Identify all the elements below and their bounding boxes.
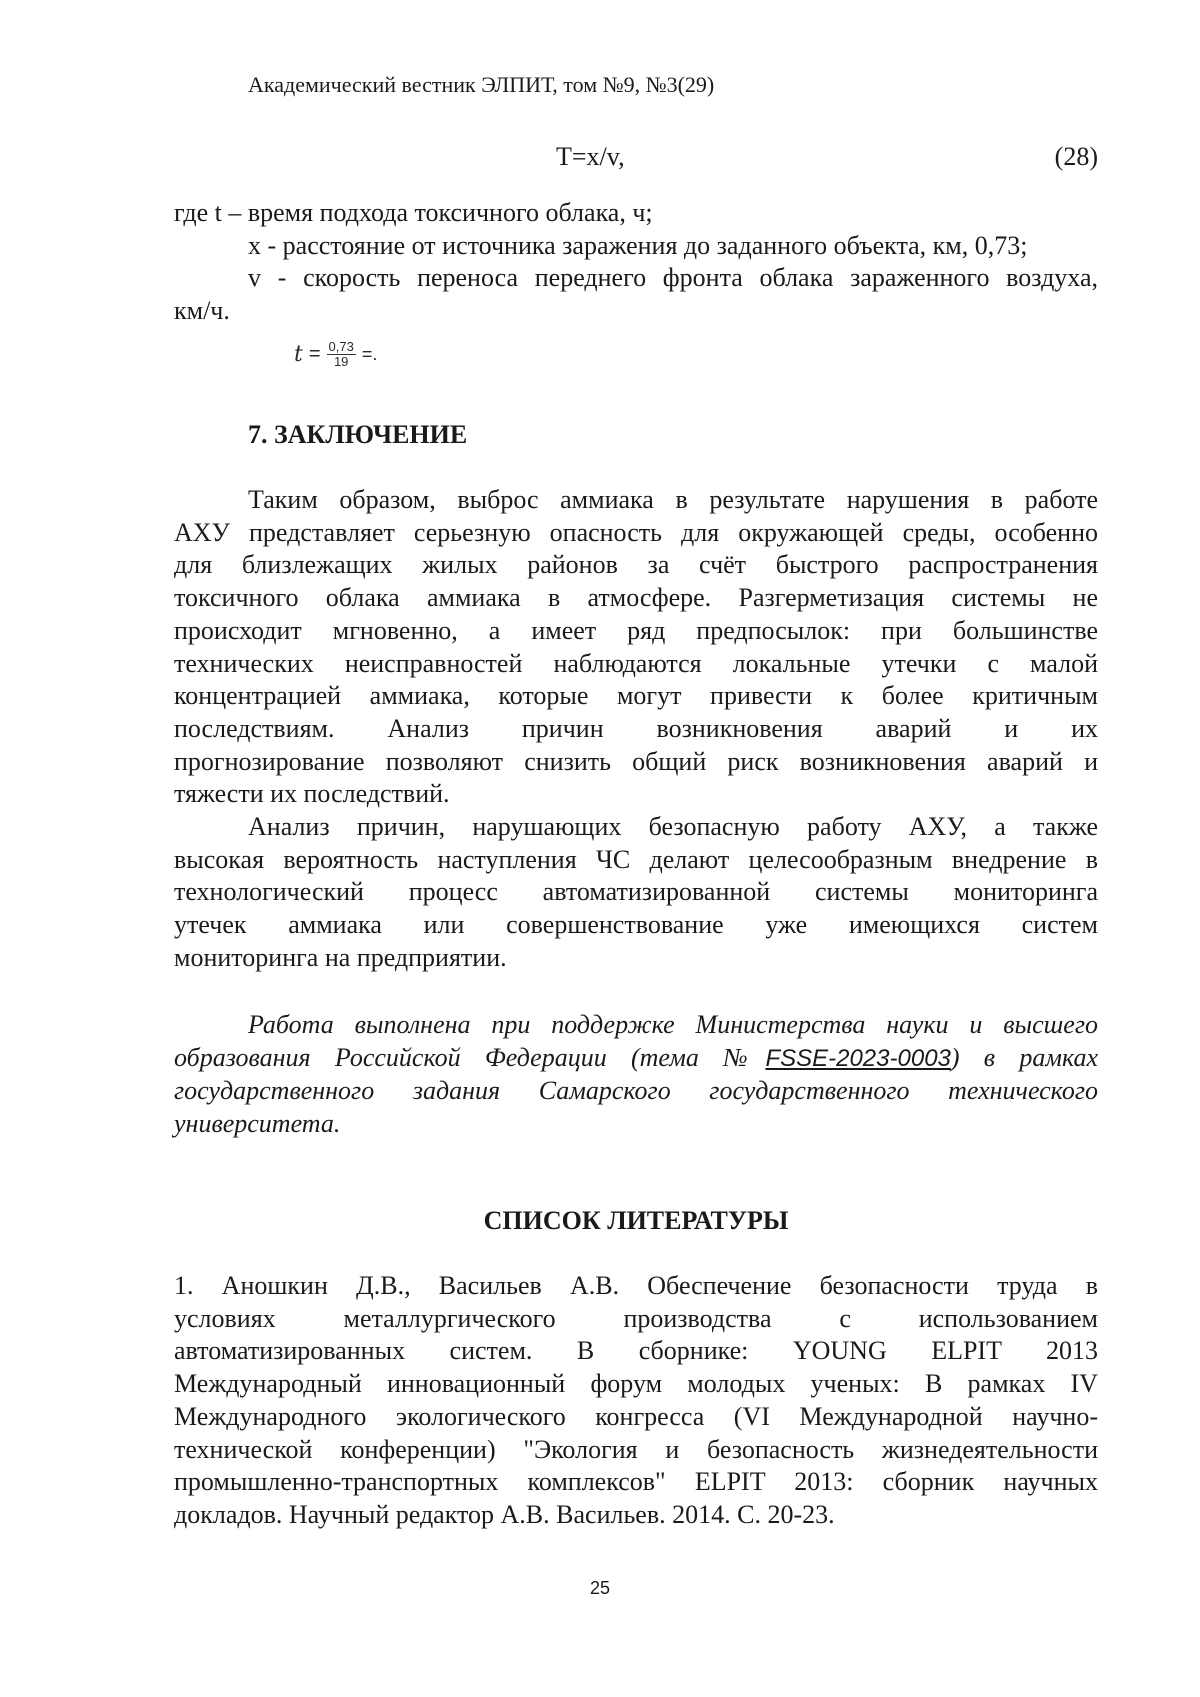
acknowledgement-line xyxy=(174,1042,1098,1076)
variable-definitions xyxy=(174,197,1098,328)
paragraph-line: концентрацией аммиака, которые могут привести к более критичным xyxy=(174,681,1098,711)
paragraph-line: утечек аммиака или совершенствование уже имеющихся систем xyxy=(174,910,1098,940)
reference-line: автоматизированных систем. В сборнике: YOUNG ELPIT 2013 xyxy=(174,1336,1098,1366)
definition-t: где t – время подхода токсичного облака, ч; xyxy=(174,198,653,227)
reference-line: условиях металлургического производства с использованием xyxy=(174,1303,1098,1333)
conclusion-paragraph-1 xyxy=(174,484,1098,811)
page-number: 25 xyxy=(589,1578,611,1598)
section-heading-conclusion: 7. ЗАКЛЮЧЕНИЕ xyxy=(248,420,468,449)
paragraph-line: высокая вероятность наступления ЧС делают целесообразным внедрение в xyxy=(174,844,1098,874)
paragraph-line: для близлежащих жилых районов за счёт быстрого распространения xyxy=(174,550,1098,580)
conclusion-paragraph-2 xyxy=(174,811,1098,975)
paragraph-line: прогнозирование позволяют снизить общий риск возникновения аварий и xyxy=(174,746,1098,776)
paragraph-line: тяжести их последствий. xyxy=(174,779,450,809)
paragraph-line: АХУ представляет серьезную опасность для окружающей среды, особенно xyxy=(174,517,1098,547)
section-heading-references: СПИСОК ЛИТЕРАТУРЫ xyxy=(483,1206,789,1235)
calc-numerator: 0,73 xyxy=(328,339,354,354)
acknowledgement-text: ) в рамках xyxy=(950,1042,1099,1072)
reference-line: Международного экологического конгресса (VI Международной научно- xyxy=(174,1401,1098,1431)
calc-denominator: 19 xyxy=(333,354,349,369)
reference-item-1 xyxy=(174,1270,1098,1532)
reference-line: докладов. Научный редактор А.В. Васильев. 2014. С. 20-23. xyxy=(174,1499,835,1529)
paragraph-line: мониторинга на предприятии. xyxy=(174,942,507,972)
calc-tail: =. xyxy=(361,344,378,364)
acknowledgement-line: Работа выполнена при поддержке Министерства науки и высшего xyxy=(248,1010,1098,1039)
calc-equals: = xyxy=(308,343,321,365)
paragraph-line: технических неисправностей наблюдаются локальные утечки с малой xyxy=(174,648,1098,678)
acknowledgement xyxy=(174,1009,1098,1141)
paragraph-line: токсичного облака аммиака в атмосфере. Разгерметизация системы не xyxy=(174,583,1098,613)
running-header: Академический вестник ЭЛПИТ, том №9, №3(29) xyxy=(248,72,715,97)
grant-code-link[interactable]: FSSE-2023-0003 xyxy=(765,1044,951,1072)
paragraph-line: последствиям. Анализ причин возникновения аварий и их xyxy=(174,713,1098,743)
paragraph-line: Таким образом, выброс аммиака в результате нарушения в работе xyxy=(248,485,1098,514)
paragraph-line: происходит мгновенно, а имеет ряд предпосылок: при большинстве xyxy=(174,615,1098,645)
calculation-formula xyxy=(294,340,377,369)
calc-fraction xyxy=(327,340,356,369)
acknowledgement-text: образования Российской Федерации (тема № xyxy=(174,1042,766,1072)
reference-line: 1. Аношкин Д.В., Васильев А.В. Обеспечение безопасности труда в xyxy=(174,1271,1098,1300)
definition-v-unit: км/ч. xyxy=(174,296,230,326)
definition-x: x - расстояние от источника заражения до заданного объекта, км, 0,73; xyxy=(248,230,1028,260)
reference-line: технической конференции) "Экология и безопасность жизнедеятельности xyxy=(174,1434,1098,1464)
formula-28 xyxy=(174,142,1098,176)
paragraph-line: Анализ причин, нарушающих безопасную работу АХУ, а также xyxy=(248,812,1098,841)
calc-variable: t xyxy=(294,342,303,367)
definition-v: v - скорость переноса переднего фронта облака зараженного воздуха, xyxy=(248,263,1098,293)
formula-expression: T=x/v, xyxy=(556,142,625,171)
reference-line: промышленно-транспортных комплексов" ELPIT 2013: сборник научных xyxy=(174,1467,1098,1497)
acknowledgement-line: университета. xyxy=(174,1109,341,1139)
acknowledgement-line: государственного задания Самарского государственного технического xyxy=(174,1076,1098,1106)
paragraph-line: технологический процесс автоматизированной системы мониторинга xyxy=(174,877,1098,907)
formula-number: (28) xyxy=(1054,142,1098,171)
reference-line: Международный инновационный форум молодых ученых: В рамках IV xyxy=(174,1369,1098,1399)
